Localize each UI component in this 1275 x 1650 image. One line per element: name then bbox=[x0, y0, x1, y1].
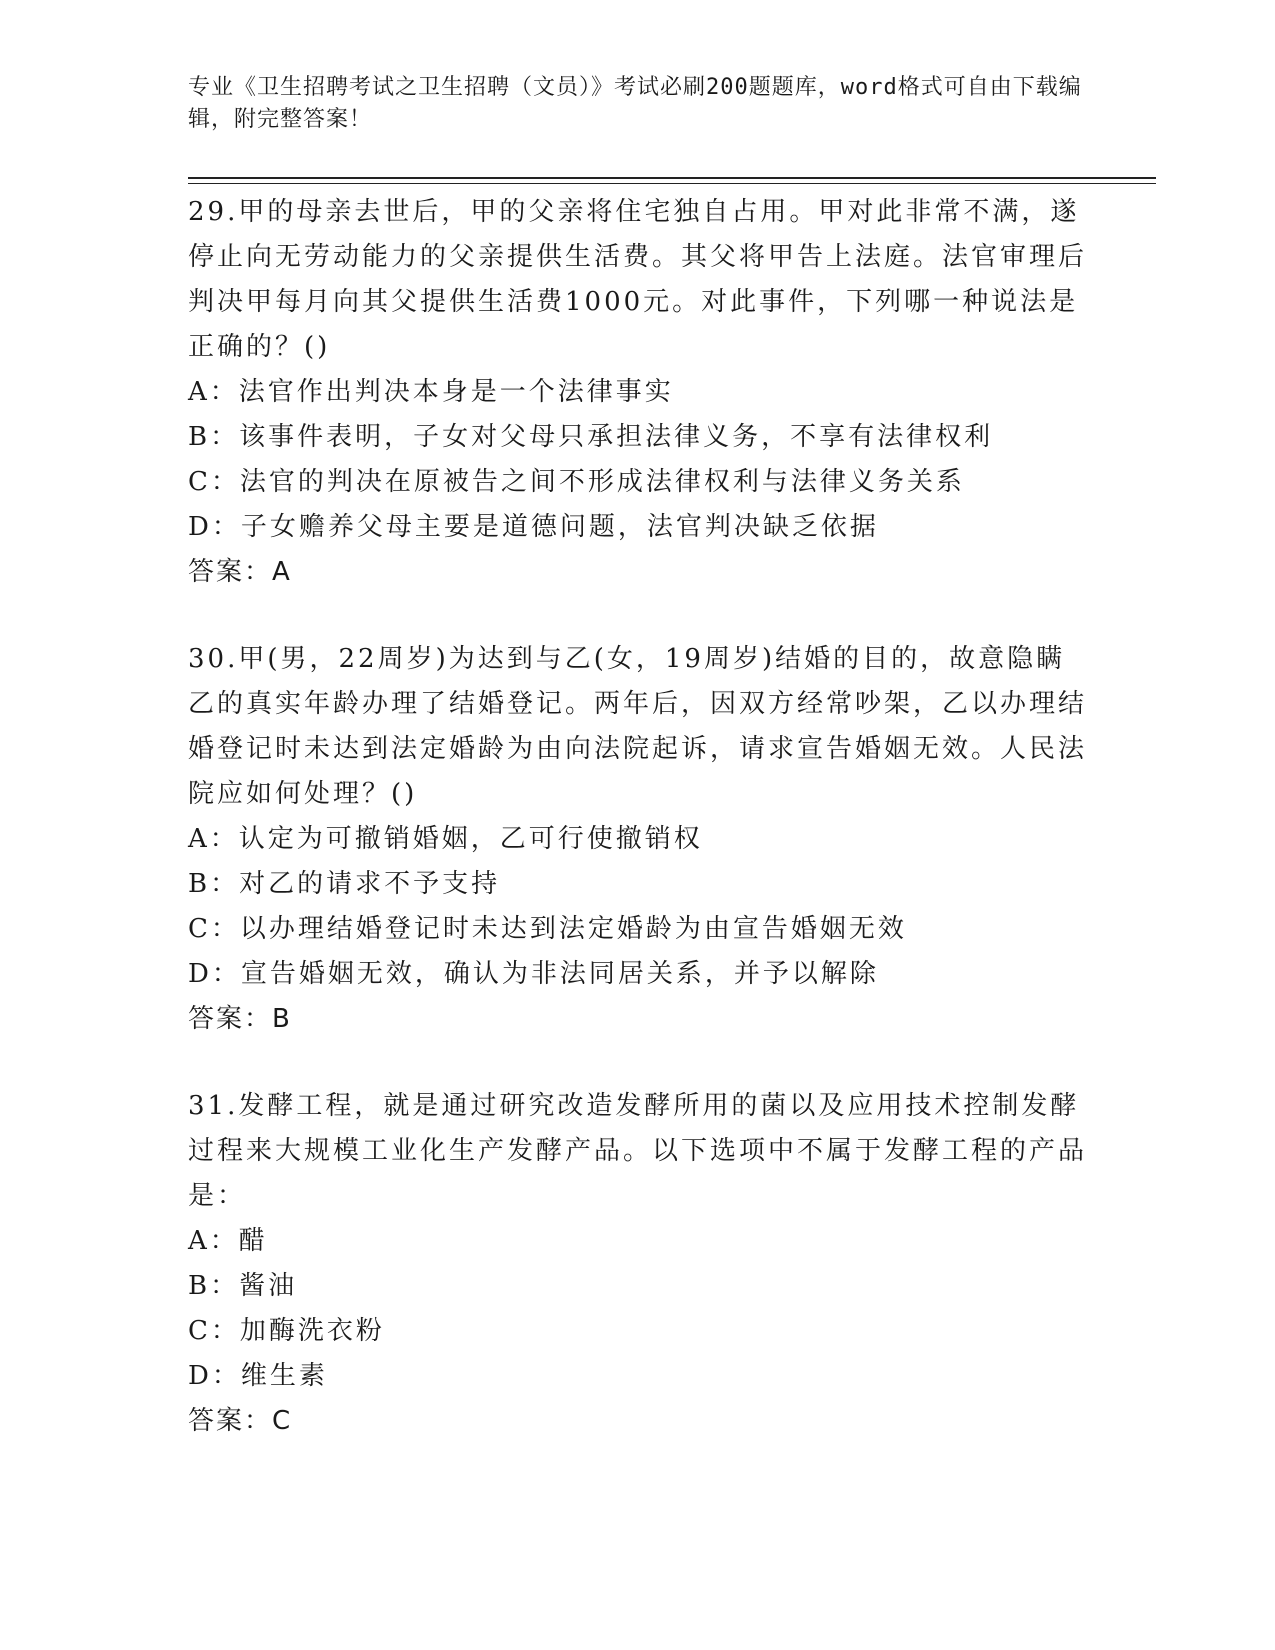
question-30 bbox=[188, 637, 1088, 1042]
option-c: C：法官的判决在原被告之间不形成法律权利与法律义务关系 bbox=[188, 467, 965, 497]
header-divider-thin bbox=[188, 183, 1156, 184]
question-stem: 30.甲(男，22周岁)为达到与乙(女，19周岁)结婚的目的，故意隐瞒乙的真实年龄办理了结婚登记。两年后，因双方经常吵架，乙以办理结婚登记时未达到法定婚龄为由向法院起诉，请求宣告婚姻无效。人民法院应如何处理？() bbox=[188, 644, 1088, 809]
header-divider-thick bbox=[188, 177, 1156, 179]
question-list bbox=[188, 190, 1088, 1486]
option-d: D：维生素 bbox=[188, 1361, 328, 1391]
option-d: D：宣告婚姻无效，确认为非法同居关系，并予以解除 bbox=[188, 959, 879, 989]
question-29 bbox=[188, 190, 1088, 595]
answer-label: 答案：A bbox=[188, 557, 292, 587]
option-d: D：子女赡养父母主要是道德问题，法官判决缺乏依据 bbox=[188, 512, 879, 542]
option-a: A：法官作出判决本身是一个法律事实 bbox=[188, 377, 674, 407]
question-stem: 29.甲的母亲去世后，甲的父亲将住宅独自占用。甲对此非常不满，遂停止向无劳动能力的父亲提供生活费。其父将甲告上法庭。法官审理后判决甲每月向其父提供生活费1000元。对此事件，下列哪一种说法是正确的？() bbox=[188, 197, 1088, 362]
option-c: C：以办理结婚登记时未达到法定婚龄为由宣告婚姻无效 bbox=[188, 914, 907, 944]
answer-label: 答案：B bbox=[188, 1004, 292, 1034]
document-header: 专业《卫生招聘考试之卫生招聘（文员）》考试必刷200题题库，word格式可自由下载编辑，附完整答案！ bbox=[188, 75, 1082, 132]
option-c: C：加酶洗衣粉 bbox=[188, 1316, 385, 1346]
option-b: B：酱油 bbox=[188, 1271, 298, 1301]
option-a: A：认定为可撤销婚姻，乙可行使撤销权 bbox=[188, 824, 703, 854]
answer-label: 答案：C bbox=[188, 1406, 293, 1436]
option-b: B：对乙的请求不予支持 bbox=[188, 869, 501, 899]
option-a: A：醋 bbox=[188, 1226, 268, 1256]
question-31 bbox=[188, 1084, 1088, 1444]
question-stem: 31.发酵工程，就是通过研究改造发酵所用的菌以及应用技术控制发酵过程来大规模工业化生产发酵产品。以下选项中不属于发酵工程的产品是： bbox=[188, 1091, 1088, 1211]
option-b: B：该事件表明，子女对父母只承担法律义务，不享有法律权利 bbox=[188, 422, 994, 452]
